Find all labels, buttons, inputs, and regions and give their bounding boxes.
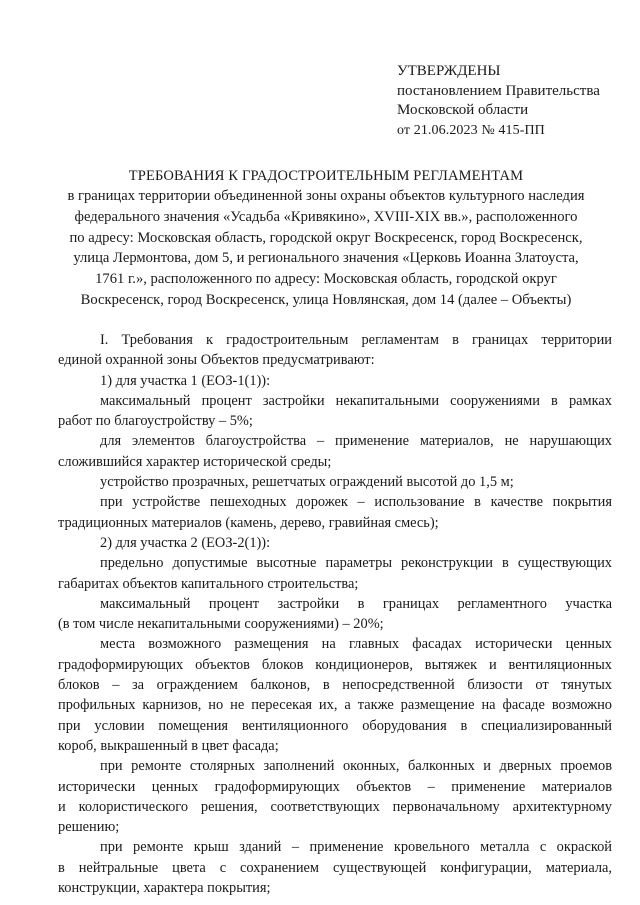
paragraph-line: работ по благоустройству – 5%;: [58, 413, 253, 430]
paragraph-line: традиционных материалов (камень, дерево, гравийная смесь);: [58, 514, 439, 531]
document-title: ТРЕБОВАНИЯ К ГРАДОСТРОИТЕЛЬНЫМ РЕГЛАМЕНТАМ: [128, 168, 524, 184]
subtitle-line: Воскресенск, город Воскресенск, улица Новлянская, дом 14 (далее – Объекты): [80, 291, 572, 308]
body-paragraph: [58, 533, 612, 553]
paragraph-line: исторически ценных градоформирующих объектов – применение материалов: [58, 778, 612, 795]
paragraph-line: габаритах объектов капитального строительства;: [58, 575, 359, 592]
paragraph-line: предельно допустимые высотные параметры реконструкции в существующих: [100, 555, 612, 572]
body-paragraph: [58, 837, 612, 898]
body-paragraph: [58, 594, 612, 635]
paragraph-line: максимальный процент застройки в границах регламентного участка: [100, 595, 612, 612]
body-paragraph: [58, 756, 612, 837]
body-paragraph: [58, 391, 612, 432]
document-body: [58, 330, 612, 898]
paragraph-line: при ремонте крыш зданий – применение кровельного металла с окраской: [100, 839, 612, 856]
paragraph-line: 1) для участка 1 (ЕОЗ-1(1)):: [100, 372, 271, 389]
paragraph-line: (в том числе некапитальными сооружениями) – 20%;: [58, 616, 384, 633]
approval-issuer: постановлением Правительства: [397, 82, 600, 99]
subtitle-line: по адресу: Московская область, городской округ Воскресенск, город Воскресенск,: [69, 229, 583, 246]
paragraph-line: 2) для участка 2 (ЕОЗ-2(1)):: [100, 534, 271, 551]
subtitle-line: 1761 г.», расположенного по адресу: Московская область, городской округ: [95, 271, 557, 288]
body-paragraph: [58, 492, 612, 533]
paragraph-line: блоков – за ограждением балконов, в непосредственной близости от тянутых: [58, 677, 612, 694]
paragraph-line: устройство прозрачных, решетчатых ограждений высотой до 1,5 м;: [100, 474, 514, 491]
paragraph-line: градоформирующих объектов блоков кондиционеров, вытяжек и вентиляционных: [58, 656, 612, 673]
subtitle-line: федерального значения «Усадьба «Кривякино», XVIII-XIX вв.», расположенного: [74, 208, 578, 225]
body-paragraph: [58, 371, 612, 391]
paragraph-line: конструкции, характера покрытия;: [58, 880, 271, 897]
paragraph-line: короб, выкрашенный в цвет фасада;: [58, 737, 279, 754]
subtitle-line: в границах территории объединенной зоны охраны объектов культурного наследия: [67, 188, 585, 204]
paragraph-line: профильных карнизов, но не пересекая их, а также размещение на фасаде возможно: [58, 697, 612, 714]
approval-heading: УТВЕРЖДЕНЫ: [397, 63, 501, 79]
paragraph-line: при ремонте столярных заполнений оконных, балконных и дверных проемов: [100, 758, 612, 775]
paragraph-line: сложившийся характер исторической среды;: [58, 453, 332, 470]
approval-block: [397, 62, 627, 140]
paragraph-line: при устройстве пешеходных дорожек – использование в качестве покрытия: [100, 494, 612, 511]
paragraph-line: единой охранной зоны Объектов предусматривают:: [58, 352, 375, 369]
paragraph-line: при условии помещения вентиляционного оборудования в специализированный: [58, 717, 612, 734]
body-paragraph: [58, 553, 612, 594]
paragraph-line: I. Требования к градостроительным регламентам в границах территории: [100, 332, 612, 348]
paragraph-line: и колористического решения, соответствующих первоначальному архитектурному: [58, 798, 612, 815]
approval-date-number: от 21.06.2023 № 415-ПП: [397, 122, 545, 138]
approval-region: Московской области: [397, 102, 529, 118]
paragraph-line: для элементов благоустройства – применение материалов, не нарушающих: [100, 433, 612, 450]
body-paragraph: [58, 472, 612, 492]
document-subtitle: [40, 186, 612, 311]
body-paragraph: [58, 330, 612, 371]
paragraph-line: в нейтральные цвета с сохранением существующей конфигурации, материала,: [58, 859, 612, 876]
paragraph-line: максимальный процент застройки некапитальными сооружениями в рамках: [100, 392, 612, 409]
subtitle-line: улица Лермонтова, дом 5, и регионального значения «Церковь Иоанна Златоуста,: [73, 250, 579, 267]
body-paragraph: [58, 634, 612, 756]
document-title-block: [40, 166, 612, 311]
body-paragraph: [58, 431, 612, 472]
paragraph-line: решению;: [58, 819, 120, 836]
paragraph-line: места возможного размещения на главных фасадах исторически ценных: [100, 636, 612, 653]
